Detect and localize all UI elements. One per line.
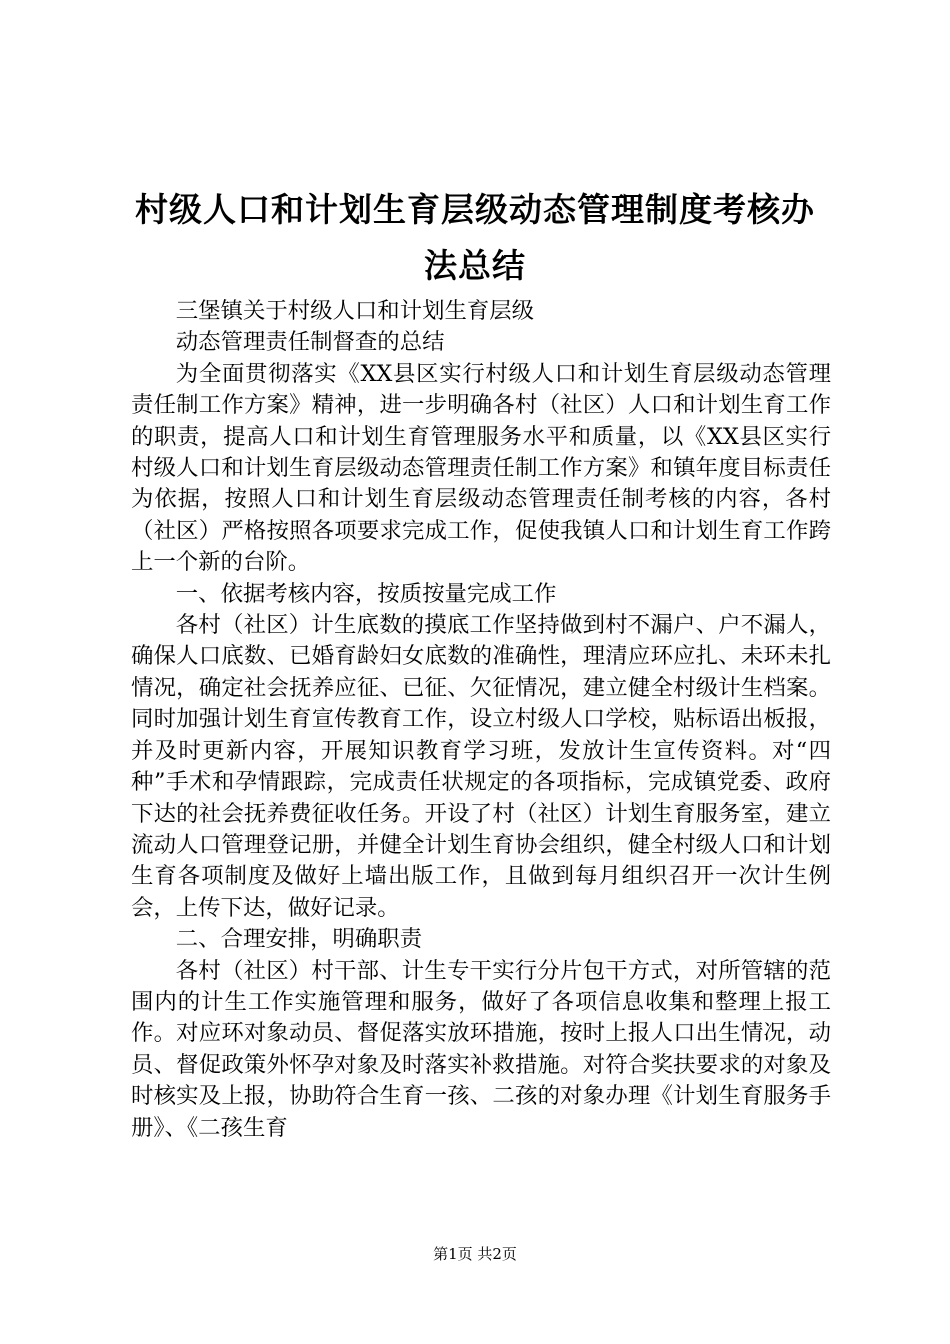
document-title-line-1: 村级人口和计划生育层级动态管理制度考核办 — [135, 190, 815, 229]
intro-paragraph: 为全面贯彻落实《XX县区实行村级人口和计划生育层级动态管理责任制工作方案》精神，进一步明确各村（社区）人口和计划生育工作的职责，提高人口和计划生育管理服务水平和质量，以《XX县区实行村级人口和计划生育层级动态管理责任制工作方案》和镇年度目标责任为依据，按照人口和计划生育层级动态管理责任制考核的内容，各村（社区）严格按照各项要求完成工作，促使我镇人口和计划生育工作跨上一个新的台阶。 — [131, 360, 831, 576]
document-body — [131, 296, 831, 1144]
document-title-line-2: 法总结 — [424, 246, 526, 285]
section-1-paragraph: 各村（社区）计生底数的摸底工作坚持做到村不漏户、户不漏人，确保人口底数、已婚育龄妇女底数的准确性，理清应环应扎、未环未扎情况，确定社会抚养应征、已征、欠征情况，建立健全村级计生档案。同时加强计划生育宣传教育工作，设立村级人口学校，贴标语出板报，并及时更新内容，开展知识教育学习班，发放计生宣传资料。对“四种”手术和孕情跟踪，完成责任状规定的各项指标，完成镇党委、政府下达的社会抚养费征收任务。开设了村（社区）计划生育服务室，建立流动人口管理登记册，并健全计划生育协会组织，健全村级人口和计划生育各项制度及做好上墙出版工作，且做到每月组织召开一次计生例会，上传下达，做好记录。 — [131, 612, 831, 921]
subtitle-line-2: 动态管理责任制督查的总结 — [175, 329, 445, 356]
section-2-paragraph: 各村（社区）村干部、计生专干实行分片包干方式，对所管辖的范围内的计生工作实施管理和服务，做好了各项信息收集和整理上报工作。对应环对象动员、督促落实放环措施，按时上报人口出生情况，动员、督促政策外怀孕对象及时落实补救措施。对符合奖扶要求的对象及时核实及上报，协助符合生育一孩、二孩的对象办理《计划生育服务手册》、《二孩生育 — [131, 957, 831, 1141]
subtitle-line-1: 三堡镇关于村级人口和计划生育层级 — [175, 298, 535, 324]
page-number-footer: 第1页 共2页 — [433, 1245, 517, 1263]
section-heading-1: 一、依据考核内容，按质按量完成工作 — [175, 580, 557, 607]
section-heading-2: 二、合理安排，明确职责 — [175, 926, 423, 953]
